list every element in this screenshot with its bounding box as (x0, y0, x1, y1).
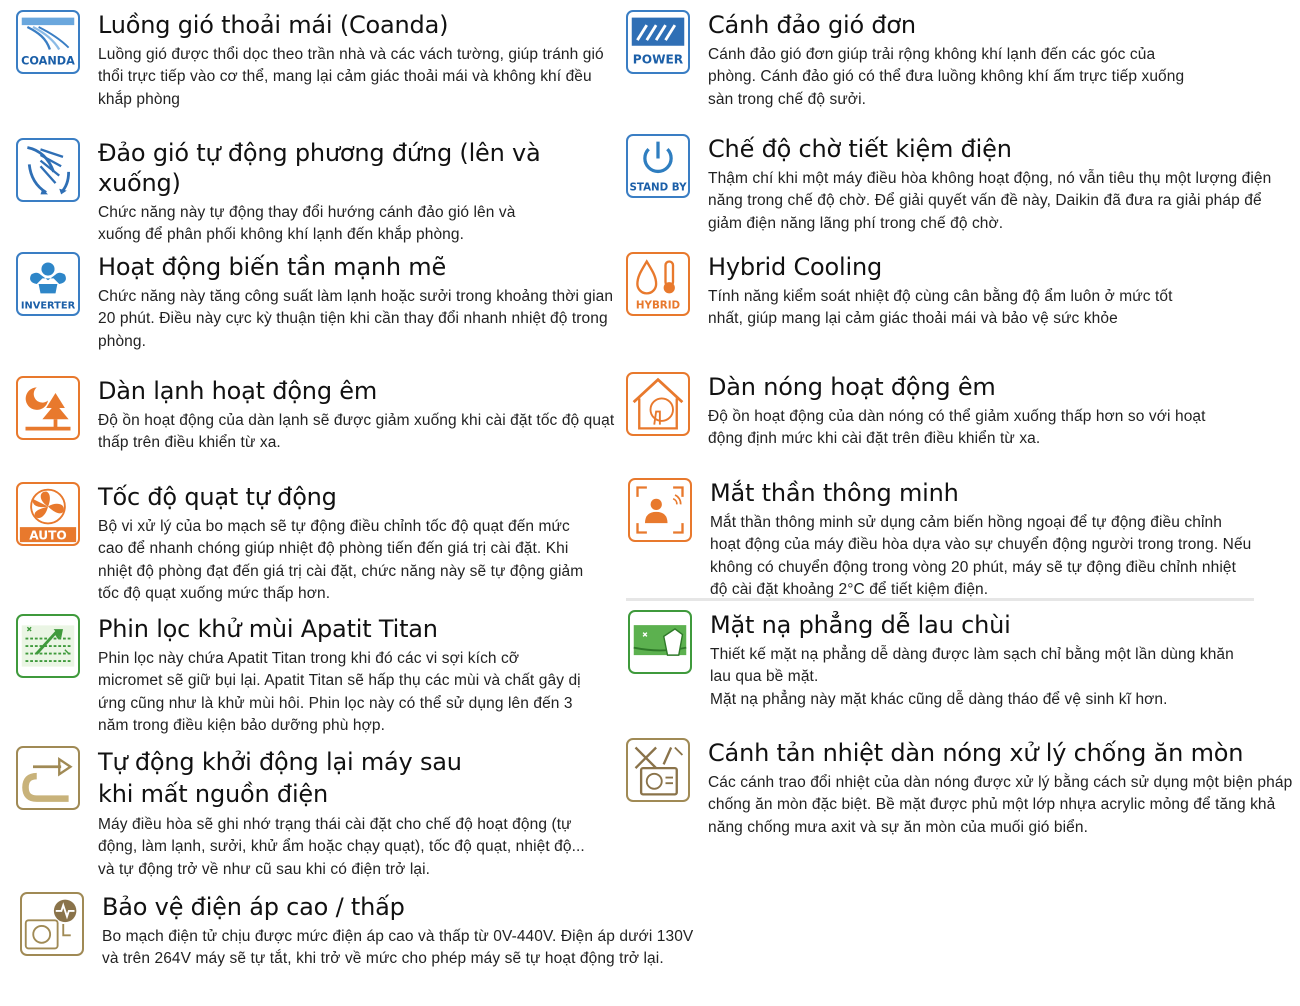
feature-description: Chức năng này tự động thay đổi hướng cánh đảo gió lên và xuống để phân phối không khí lạnh đến khắp phòng. (98, 204, 516, 244)
standby-icon-label: STAND BY (629, 181, 687, 194)
feature-hybrid-cooling (626, 252, 1286, 342)
feature-description: Thậm chí khi một máy điều hòa không hoạt động, nó vẫn tiêu thụ một lượng điện năng trong chế độ chờ. Để giải quyết vấn đề này, Daikin đã đưa ra giải pháp để giảm điện năng lãng phí trong chế độ chờ. (708, 170, 1272, 232)
feature-voltage-protection (20, 892, 700, 1002)
feature-title: Bảo vệ điện áp cao / thấp (102, 893, 405, 921)
feature-coanda (16, 10, 616, 120)
smart-eye-icon (628, 478, 692, 542)
feature-vertical-swing (16, 138, 616, 244)
feature-title: Hybrid Cooling (708, 253, 882, 281)
feature-description: Độ ồn hoạt động của dàn nóng có thể giảm xuống thấp hơn so với hoạt động định mức khi cài đặt trên điều khiển từ xa. (708, 408, 1206, 448)
feature-title: Đảo gió tự động phương đứng (lên và xuống) (98, 139, 541, 197)
feature-title: Hoạt động biến tần mạnh mẽ (98, 253, 447, 281)
feature-quiet-indoor (16, 376, 616, 466)
feature-description: Bo mạch điện tử chịu được mức điện áp cao và thấp từ 0V-440V. Điện áp dưới 130V và trên 264V máy sẽ tự tắt, khi trở về mức cho phép máy sẽ tự hoạt động trở lại. (102, 928, 694, 968)
feature-title: Tốc độ quạt tự động (98, 483, 337, 511)
apatite-titan-filter-icon (16, 614, 80, 678)
feature-anticorrosion (626, 738, 1296, 848)
anticorrosion-fin-icon (626, 738, 690, 802)
feature-flat-panel (628, 610, 1288, 720)
feature-description: Chức năng này tăng công suất làm lạnh hoặc sưởi trong khoảng thời gian 20 phút. Điều này cực kỳ thuận tiện khi cần thay đổi nhanh nhiệt độ trong phòng. (98, 288, 614, 350)
hybrid-icon (626, 252, 690, 316)
feature-auto-fan (16, 482, 616, 606)
feature-title: Cánh đảo gió đơn (708, 11, 916, 39)
inverter-icon (16, 252, 80, 316)
feature-smart-eye (628, 478, 1288, 598)
feature-description: Luồng gió được thổi dọc theo trần nhà và các vách tường, giúp tránh gió thổi trực tiếp vào cơ thể, mang lại cảm giác thoải mái và không khí đều khắp phòng (98, 46, 604, 108)
feature-title: Mặt nạ phẳng dễ lau chùi (710, 611, 1011, 639)
feature-title: Phin lọc khử mùi Apatit Titan (98, 615, 438, 643)
coanda-icon (16, 10, 80, 74)
feature-description: Thiết kế mặt nạ phẳng dễ dàng được làm sạch chỉ bằng một lần dùng khăn lau qua bề mặt. (710, 646, 1234, 686)
feature-title: Dàn lạnh hoạt động êm (98, 377, 378, 405)
power-icon-label: POWER (632, 52, 684, 67)
coanda-icon-label: COANDA (21, 54, 75, 68)
feature-description: Bộ vi xử lý của bo mạch sẽ tự động điều chỉnh tốc độ quạt đến mức cao để nhanh chóng giúp nhiệt độ phòng tiến đến giá trị cài đặt. Khi nhiệt độ phòng đạt đến giá trị cài đặt, chức năng này sẽ tự động giảm tốc độ quạt xuống mức thấp hơn. (98, 518, 584, 602)
auto-fan-icon (16, 482, 80, 546)
feature-titan-filter (16, 614, 616, 738)
feature-description: Các cánh trao đổi nhiệt của dàn nóng được xử lý bằng cách sử dụng một biện pháp chống ăn mòn đặc biệt. Bề mặt được phủ một lớp nhựa acrylic mỏng để tăng khả năng chống mưa axit và sự ăn mòn của muối gió biển. (708, 774, 1293, 836)
feature-standby (626, 134, 1286, 244)
feature-title: Mắt thần thông minh (710, 479, 959, 507)
feature-single-flap (626, 10, 1286, 120)
flat-panel-icon (628, 610, 692, 674)
hybrid-icon-label: HYBRID (635, 299, 681, 312)
feature-quiet-outdoor (626, 372, 1286, 462)
feature-description: Tính năng kiểm soát nhiệt độ cùng cân bằng độ ẩm luôn ở mức tốt nhất, giúp mang lại cảm giác thoải mái và bảo vệ sức khỏe (708, 288, 1173, 328)
feature-description-extra: Mặt nạ phẳng này mặt khác cũng dễ dàng tháo để vệ sinh kĩ hơn. (710, 690, 1168, 708)
quiet-indoor-icon (16, 376, 80, 440)
feature-auto-restart (16, 746, 616, 876)
feature-title: Chế độ chờ tiết kiệm điện (708, 135, 1012, 163)
feature-description: Cánh đảo gió đơn giúp trải rộng không khí lạnh đến các góc của phòng. Cánh đảo gió có thể đưa luồng không khí ấm trực tiếp xuống sàn trong chế độ sưởi. (708, 46, 1185, 108)
feature-title: Cánh tản nhiệt dàn nóng xử lý chống ăn mòn (708, 739, 1244, 767)
section-divider (626, 598, 1254, 601)
inverter-icon-label: INVERTER (20, 300, 76, 312)
feature-inverter (16, 252, 616, 362)
auto-restart-icon (16, 746, 80, 810)
feature-description: Mắt thần thông minh sử dụng cảm biến hồng ngoại để tự động điều chỉnh hoạt động của máy điều hòa dựa vào sự chuyển động người trong trong. Nếu không có chuyển động trong vòng 20 phút, máy sẽ tự động điều chỉnh nhiệt độ cài đặt khoảng 2°C để tiết kiệm điện. (710, 514, 1252, 598)
voltage-protection-icon (20, 892, 84, 956)
power-icon (626, 10, 690, 74)
vertical-swing-icon (16, 138, 80, 202)
feature-description: Độ ồn hoạt động của dàn lạnh sẽ được giảm xuống khi cài đặt tốc độ quạt thấp trên điều khiển từ xa. (98, 412, 615, 452)
auto-icon-label: AUTO (29, 528, 67, 543)
feature-description: Máy điều hòa sẽ ghi nhớ trạng thái cài đặt cho chế độ hoạt động (tự động, làm lạnh, sưởi, khử ẩm hoặc chạy quạt), tốc độ quạt, nhiệt độ... và tự động trở về như cũ sau khi có điện trở lại. (98, 816, 585, 878)
quiet-outdoor-icon (626, 372, 690, 436)
feature-description: Phin lọc này chứa Apatit Titan trong khi đó các vi sợi kích cỡ micromet sẽ giữ bụi lại. Apatit Titan sẽ hấp thụ các mùi và chất gây dị ứng cũng như là khử mùi hôi. Phin lọc này có thể sử dụng lên đến 3 năm trong điều kiện bảo dưỡng phù hợp. (98, 650, 581, 734)
feature-title: Tự động khởi động lại máy sau khi mất nguồn điện (98, 748, 462, 808)
feature-title: Luồng gió thoải mái (Coanda) (98, 11, 449, 39)
feature-title: Dàn nóng hoạt động êm (708, 373, 996, 401)
standby-icon (626, 134, 690, 198)
